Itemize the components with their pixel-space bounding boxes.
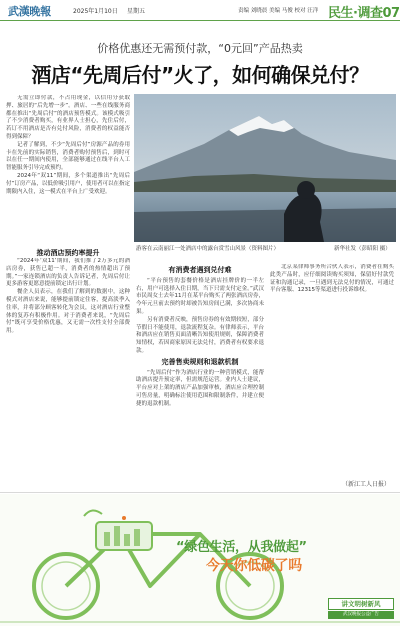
body-paragraph: 餐企人员表示，在我们了解到的数据中，这种模式对酒店来说，能够提前锁定住客，提高淡季入住率，并将部分顾客转化为会员，这对酒店行业整体的复苏有积极作用。对于消费者来说，“先周后付”既可享受价格优惠，又无需一次性支付全部费用。 bbox=[6, 289, 130, 335]
article-subhead: 价格优惠还无需预付款，“0元回”产品热卖 bbox=[97, 42, 303, 55]
mountain-lake-image bbox=[134, 94, 396, 242]
photo-credit: 新华社发（彭昭阳 摄） bbox=[334, 246, 391, 252]
section-title: 民生·调查07 bbox=[328, 6, 400, 21]
article-column-section1 bbox=[6, 258, 130, 488]
body-paragraph: 记者了解到，不少“先周后付”房源产品的券用卡在先前的实际销售，消费者购付预售后，到时可以在任一期间内使用，全部能够通过在线平台人工智能服务引导完成预约。 bbox=[6, 141, 130, 172]
ad-slogan-secondary: 今天你低碳了吗 bbox=[206, 558, 302, 574]
editor-credits: 责编 刘晓晨 美编 马俊 校对 汪洋 bbox=[238, 8, 319, 14]
section-divider bbox=[0, 492, 400, 493]
article-column-right bbox=[270, 264, 394, 474]
body-paragraph: 2024年“双11”期间，多个渠道推出“先周后付”订房产品，以低价吸引用户，使用者可以在指定期限内入住，这一模式在平台上广受欢迎。 bbox=[6, 172, 130, 195]
body-paragraph: “先周后付”作为酒店行业的一种营销模式，能帮助酒店提升预定率，但需规范运营。业内人士建议，平台应对上架的酒店产品加强审核，酒店应合理控制可售房量，明确标注使用范围和限制条件，并建立便捷的退款机制。 bbox=[136, 369, 264, 407]
ad-logo-subtitle: 武汉晚报公益广告 bbox=[328, 611, 394, 619]
article-column-lede bbox=[6, 95, 130, 245]
section-heading: 完善售卖规则和退款机制 bbox=[161, 357, 239, 366]
photo-caption: 游客在云南丽江一处酒店中的露台赏雪山风景（资料图片） bbox=[136, 246, 280, 252]
article-column-section2 bbox=[136, 264, 264, 488]
body-paragraph: “平台预售的套餐价格是酒店挂牌价的一半左右，用户可选择入住日期，当下只需支付定金。”武汉市民周女士去年11月在某平台购买了两张酒店房券，今年元旦前去预约时却被告知房间已满，多次协商未果。 bbox=[136, 277, 264, 315]
page-header bbox=[0, 0, 400, 21]
ad-logo bbox=[328, 598, 394, 622]
body-paragraph: “2024年‘双11’期间，我们推了2万多元的酒店房券，获售已超一半，消费者的热情超出了预期。”一家连锁酒店的负责人告诉记者，先周后付让更多游客更愿意提前锁定出行计划。 bbox=[6, 258, 130, 288]
article-photo bbox=[134, 94, 396, 242]
article-headline: 酒店“先周后付”火了，如何确保兑付？ bbox=[31, 63, 369, 87]
lede-paragraph: 无需立即付款，不占用现金，以信用分获取押、旅居的“后先增一步”。酒店、一些在线服务商都在推出“先周后付”的酒店预售模式。该模式吸引了不少消费者购买，有业界人士担心，先住后付，若订不用酒店是否有兑付风险，消费者的权益能否得到保障？ bbox=[6, 95, 130, 140]
section-heading: 推动酒店预约率提升 bbox=[36, 249, 100, 257]
body-paragraph: 北京某律师事务所合伙人表示，消费者在购买此类产品时，应仔细阅读购买须知，保留好付款凭证和沟通记录，一旦遇到无法兑付的情况，可通过平台客服、12315等渠道进行投诉维权。 bbox=[270, 264, 394, 294]
issue-weekday: 星期五 bbox=[127, 8, 146, 15]
ad-logo-title: 讲文明树新风 bbox=[328, 598, 394, 610]
ad-slogan-primary: “绿色生活，从我做起” bbox=[176, 540, 307, 555]
article-byline: （新江工人日报） bbox=[342, 481, 391, 488]
issue-date: 2025年1月10日 bbox=[73, 8, 118, 15]
section-heading: 有消费者遇到兑付难 bbox=[168, 266, 232, 274]
newspaper-masthead: 武漢晚報 bbox=[8, 5, 51, 18]
body-paragraph: 另有消费者反映，预售房券的有效期较短，部分节假日不能使用，退款流程复杂。有律师表示，平台和酒店应在销售页面清晰告知使用规则，保障消费者知情权，若因商家原因无法兑付，消费者有权要求退款。 bbox=[136, 316, 264, 354]
